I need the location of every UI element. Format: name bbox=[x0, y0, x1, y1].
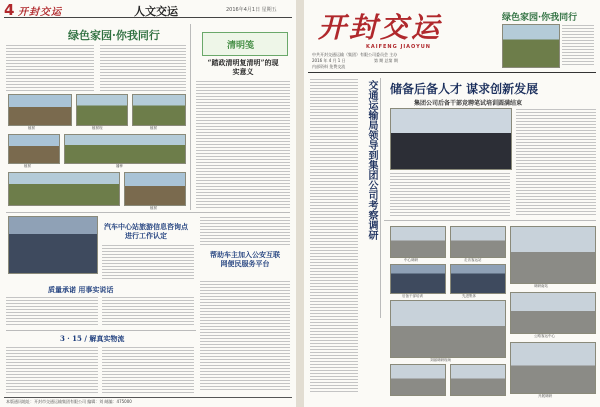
photo-caption: 中心调研 bbox=[404, 258, 418, 262]
rights-title: 3 · 15 / 解真实物流 bbox=[60, 334, 125, 343]
photo-caption: 开展调研 bbox=[538, 394, 552, 398]
photo bbox=[450, 226, 506, 258]
photo-caption: 走访客运站 bbox=[464, 258, 482, 262]
article-body bbox=[6, 346, 98, 394]
essay-title: “踏政清明复清明”的现实意义 bbox=[207, 58, 279, 76]
page-header bbox=[4, 3, 292, 18]
article-body bbox=[200, 280, 290, 390]
issue-date: 2016年4月1日 星期五 bbox=[226, 7, 277, 13]
photo-caption: 植树 bbox=[28, 126, 35, 130]
article-body bbox=[390, 172, 510, 216]
article-body bbox=[102, 346, 194, 394]
issue-number: 第 期 总第 期 bbox=[374, 58, 398, 63]
green-home-title: 绿色家园·你我同行 bbox=[68, 29, 160, 42]
article-body bbox=[102, 296, 194, 326]
essay-body bbox=[196, 80, 290, 208]
article-body bbox=[310, 78, 358, 394]
page-number: 4 bbox=[4, 1, 15, 19]
photo bbox=[124, 172, 186, 206]
photo bbox=[8, 172, 120, 206]
photo bbox=[510, 226, 596, 284]
article-body bbox=[6, 44, 94, 92]
photo bbox=[510, 292, 596, 334]
column-rule bbox=[380, 78, 381, 318]
photo bbox=[132, 94, 186, 126]
photo bbox=[8, 94, 72, 126]
service-title: 质量承诺 用事实说话 bbox=[48, 285, 114, 294]
section-title: 人文交运 bbox=[134, 5, 178, 18]
divider bbox=[6, 212, 290, 213]
distribution-note: 内部资料 免费交流 bbox=[312, 64, 346, 69]
main-headline: 储备后备人才 谋求创新发展 bbox=[390, 82, 539, 96]
divider bbox=[6, 330, 196, 331]
footer-rule bbox=[4, 397, 292, 398]
article-body bbox=[562, 24, 594, 66]
qingming-badge bbox=[202, 32, 288, 56]
photo bbox=[450, 264, 506, 294]
photo-caption: 先进集体 bbox=[462, 294, 476, 298]
page-gutter bbox=[296, 0, 304, 407]
photo bbox=[8, 216, 98, 274]
photo-caption: 公路客运中心 bbox=[534, 334, 555, 338]
divider bbox=[384, 220, 596, 221]
photo-caption: 植树 bbox=[150, 206, 157, 210]
masthead-pinyin: KAIFENG JIAOYUN bbox=[366, 44, 431, 50]
photo bbox=[390, 364, 446, 396]
photo-caption: 植树 bbox=[24, 164, 31, 168]
article-body bbox=[516, 108, 596, 216]
masthead-rule bbox=[308, 72, 596, 73]
photo-caption: 刘丽调研现场 bbox=[430, 358, 451, 362]
lead-photo bbox=[390, 108, 512, 170]
column-rule bbox=[190, 24, 191, 210]
photo bbox=[64, 134, 186, 164]
newspaper-page-4 bbox=[0, 0, 296, 407]
photo bbox=[8, 134, 60, 164]
photo bbox=[502, 24, 560, 68]
masthead: 开封交运 bbox=[318, 11, 443, 44]
issue-date: 2016 年 4 月 1 日 bbox=[312, 58, 346, 63]
article-body bbox=[102, 244, 194, 280]
article-body bbox=[100, 44, 186, 92]
sub-headline: 集团公司后备干部竞聘笔试培训圆满结束 bbox=[414, 100, 523, 107]
photo bbox=[390, 226, 446, 258]
photo bbox=[76, 94, 128, 126]
green-home-title: 绿色家园·你我同行 bbox=[502, 13, 578, 23]
masthead-small: 开封交运 bbox=[18, 7, 62, 18]
photo bbox=[450, 364, 506, 396]
publisher-line: 中共开封交通运输（集团）有限公司委员会 主办 bbox=[312, 52, 398, 57]
photo-caption: 植树 bbox=[150, 126, 157, 130]
photo-caption: 植树现 bbox=[92, 126, 103, 130]
qingming-badge-text: 清明笺 bbox=[227, 41, 255, 51]
photo-caption: 调研南站 bbox=[534, 284, 548, 288]
page-footer: 本版通讯地址：开封市交通运输集团有限公司 编辑：刘 邮编：475000 bbox=[6, 399, 132, 404]
tourism-title: 汽车中心站旅游信息咨询点进行工作认定 bbox=[104, 222, 188, 240]
photo bbox=[390, 300, 506, 358]
vertical-headline: 交通运输局领导到集团公司考察调研 bbox=[366, 80, 377, 240]
photo bbox=[510, 342, 596, 394]
newspaper-front-page bbox=[304, 0, 600, 407]
article-body bbox=[200, 216, 290, 246]
photo-caption: 播种 bbox=[116, 164, 123, 168]
photo-caption: 后备干部培训 bbox=[402, 294, 423, 298]
photo bbox=[390, 264, 446, 294]
police-title: 帮助车主加入公安互联网便民服务平台 bbox=[210, 250, 280, 268]
article-body bbox=[6, 296, 98, 326]
